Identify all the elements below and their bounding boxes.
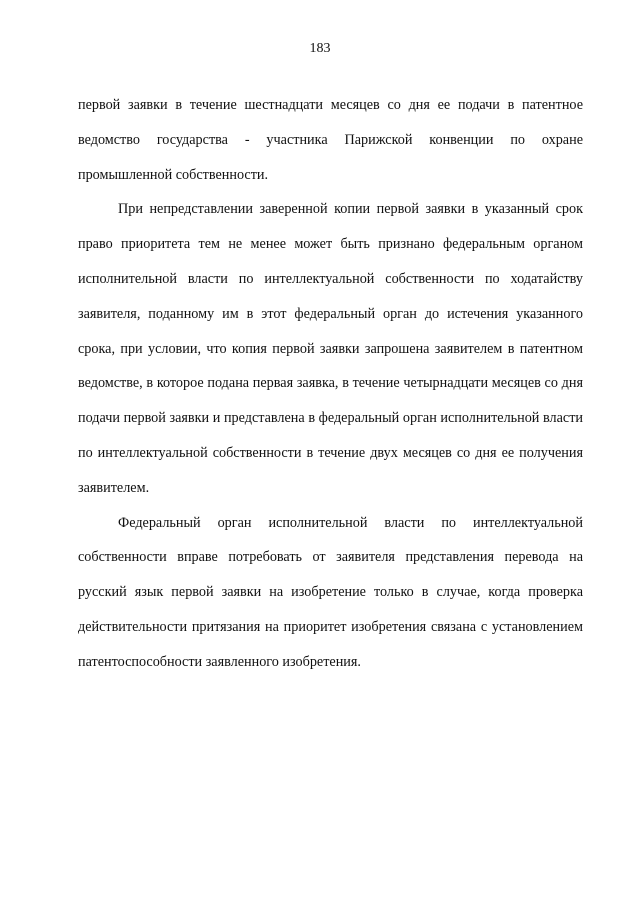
body-text [78, 88, 583, 680]
page-number: 183 [309, 41, 331, 56]
paragraph-continuation: первой заявки в течение шестнадцати месяцев со дня ее подачи в патентное ведомство государства - участника Парижской конвенции по охране промышленной собственности. [78, 97, 583, 183]
paragraph-translation-request: Федеральный орган исполнительной власти по интеллектуальной собственности вправе потребовать от заявителя представления перевода на русский язык первой заявки на изобретение только в случае, когда проверка действительности притязания на приоритет изобретения связана с установлением патентоспособности заявленного изобретения. [78, 514, 583, 670]
paragraph-priority-copy: При непредставлении заверенной копии первой заявки в указанный срок право приоритета тем не менее может быть признано федеральным органом исполнительной власти по интеллектуальной собственности по ходатайству заявителя, поданному им в этот федеральный орган до истечения указанного срока, при условии, что копия первой заявки запрошена заявителем в патентном ведомстве, в которое подана первая заявка, в течение четырнадцати месяцев со дня подачи первой заявки и представлена в федеральный орган исполнительной власти по интеллектуальной собственности в течение двух месяцев со дня ее получения заявителем. [78, 201, 583, 496]
